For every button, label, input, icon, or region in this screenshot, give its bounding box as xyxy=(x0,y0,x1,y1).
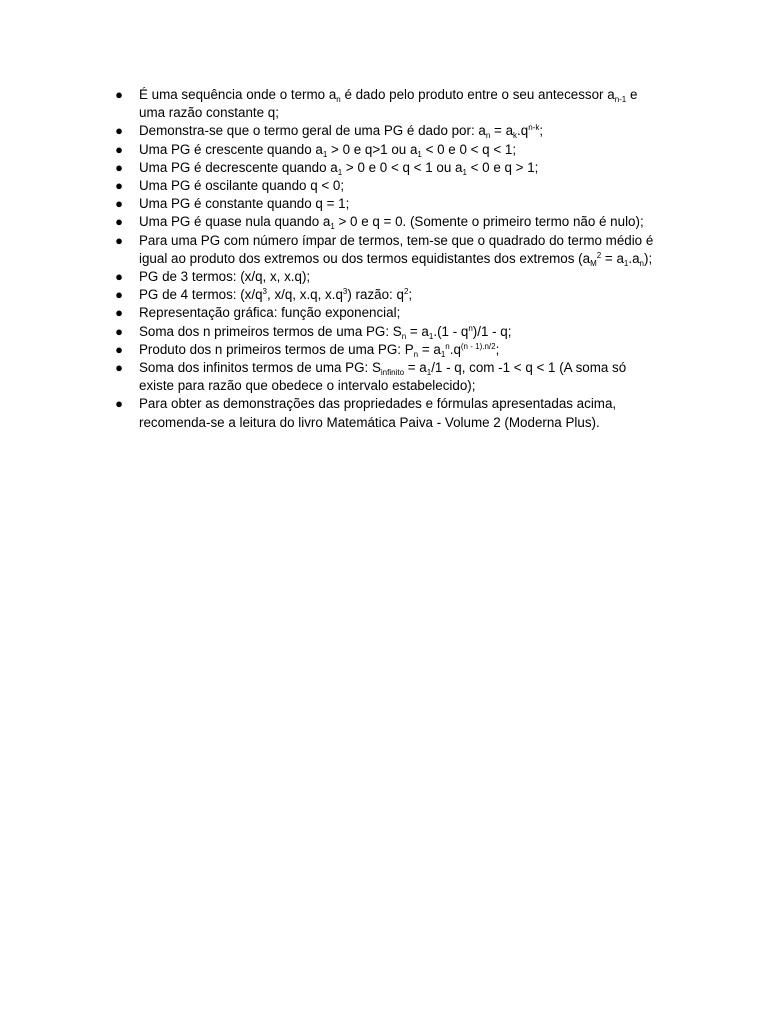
list-item-text: É uma sequência onde o termo $a_n$ é dado pelo produto entre o seu antecessor $a_{n-1}$ e uma razão constante q; xyxy=(139,87,638,121)
list-item-text: Demonstra-se que o termo geral de uma PG é dado por: $a_n = a_k.q^{n-k}$; xyxy=(139,123,544,141)
list-item-text: Produto dos n primeiros termos de uma PG: $P_n = a_1^n.q^{(n - 1).n/2}$; xyxy=(139,341,500,359)
bullet-dot-icon: ● xyxy=(115,159,123,175)
list-item xyxy=(114,159,664,177)
list-item-text: Soma dos n primeiros termos de uma PG: $S_n = a_1.(1 - q^n)/1 - q$; xyxy=(139,323,512,341)
bullet-dot-icon: ● xyxy=(115,87,123,102)
bullet-list xyxy=(114,86,664,432)
bullet-dot-icon: ● xyxy=(115,396,123,412)
list-item-text: Uma PG é constante quando q = 1; xyxy=(139,196,350,212)
list-item xyxy=(114,195,664,213)
list-item xyxy=(114,177,664,195)
list-item xyxy=(114,232,664,268)
list-item xyxy=(114,304,664,322)
bullet-dot-icon: ● xyxy=(115,196,123,212)
list-item xyxy=(114,122,664,140)
list-item xyxy=(114,323,664,341)
list-item-text: Uma PG é quase nula quando $a_1 > 0$ e q = 0. (Somente o primeiro termo não é nulo); xyxy=(139,214,644,232)
bullet-dot-icon: ● xyxy=(115,323,123,339)
list-item xyxy=(114,213,664,231)
bullet-dot-icon: ● xyxy=(115,123,123,139)
list-item xyxy=(114,141,664,159)
bullet-dot-icon: ● xyxy=(115,341,123,357)
bullet-dot-icon: ● xyxy=(115,141,123,157)
bullet-dot-icon: ● xyxy=(115,269,123,285)
list-item xyxy=(114,341,664,359)
list-item-text: PG de 4 termos: ($x/q^3$, x/q, x.q, $x.q^3$) razão: $q^2$; xyxy=(139,287,413,303)
list-item-text: Para uma PG com número ímpar de termos, tem-se que o quadrado do termo médio é igual ao produto dos extremos ou dos termos equidistantes dos extremos $(a_M^2 = a_1.a_n)$; xyxy=(139,232,654,268)
list-item-text: Uma PG é crescente quando $a_1 > 0$ e q>1 ou $a_1 < 0$ e 0 < q < 1; xyxy=(139,141,517,159)
list-item xyxy=(114,86,664,122)
bullet-dot-icon: ● xyxy=(115,287,123,303)
list-item xyxy=(114,286,664,304)
list-item-text: Para obter as demonstrações das propriedades e fórmulas apresentadas acima, recomenda-se a leitura do livro Matemática Paiva - Volume 2 (Moderna Plus). xyxy=(139,396,617,430)
list-item-text: Representação gráfica: função exponencial; xyxy=(139,305,401,321)
list-item-text: Uma PG é oscilante quando q < 0; xyxy=(139,178,345,194)
list-item xyxy=(114,359,664,395)
bullet-dot-icon: ● xyxy=(115,178,123,194)
bullet-dot-icon: ● xyxy=(115,305,123,321)
bullet-dot-icon: ● xyxy=(115,232,123,248)
bullet-dot-icon: ● xyxy=(115,360,123,376)
list-item xyxy=(114,395,664,431)
list-item-text: Soma dos infinitos termos de uma PG: $S_{infinito} = a_1/1 - q$, com -1 < q < 1 (A soma só existe para razão que obedece o intervalo estabelecido); xyxy=(139,360,627,394)
bullet-dot-icon: ● xyxy=(115,214,123,230)
list-item-text: PG de 3 termos: (x/q, x, x.q); xyxy=(139,269,311,285)
list-item xyxy=(114,268,664,286)
list-item-text: Uma PG é decrescente quando $a_1 > 0$ e 0 < q < 1 ou $a_1 < 0$ e q > 1; xyxy=(139,159,539,177)
